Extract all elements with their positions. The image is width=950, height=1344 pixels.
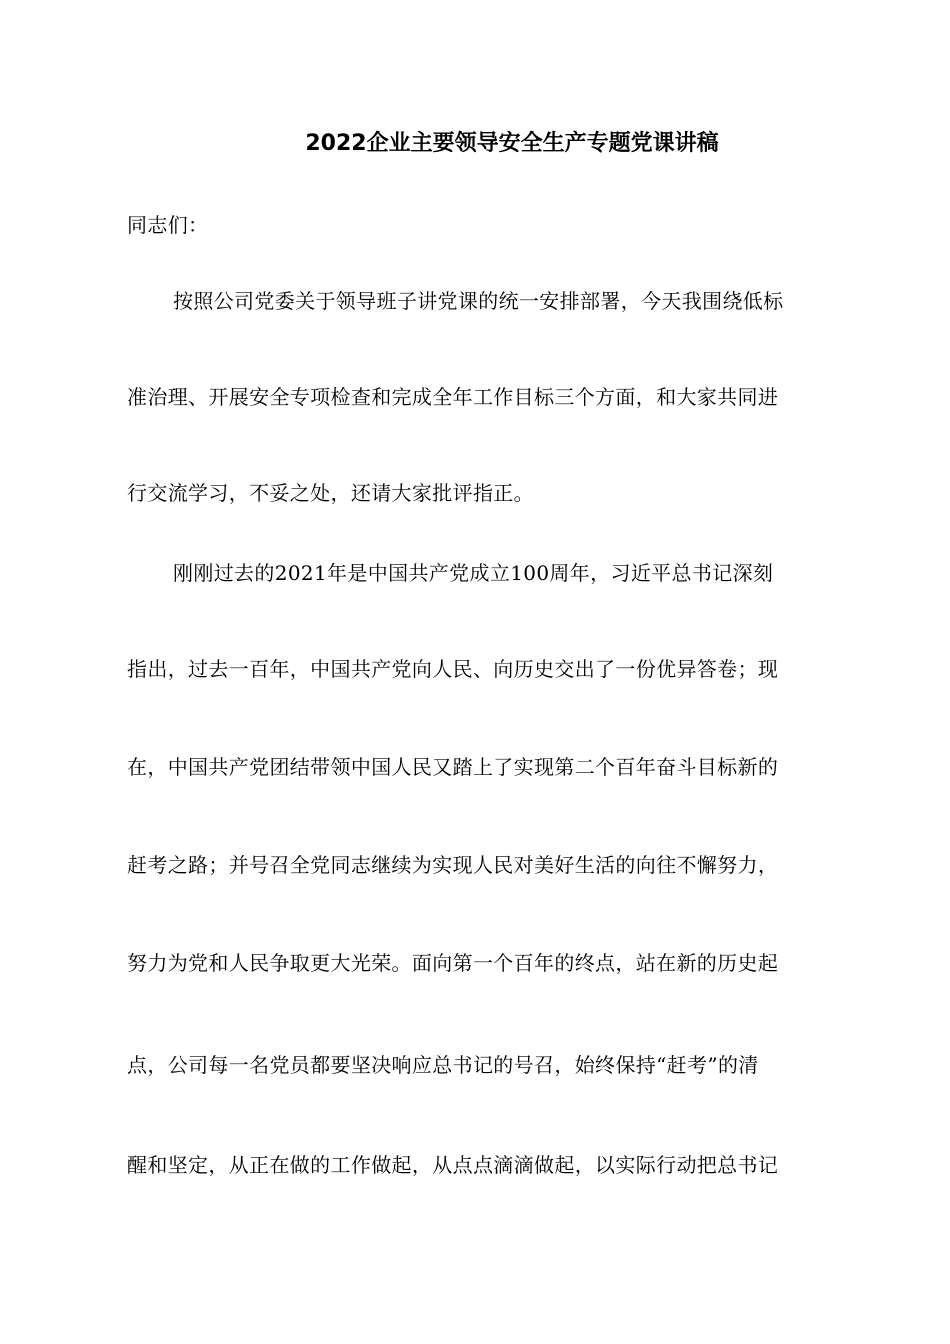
paragraph-1-line-3: 行交流学习，不妥之处，还请大家批评指正。 (127, 481, 534, 505)
paragraph-2-line-3: 在，中国共产党团结带领中国人民又踏上了实现第二个百年奋斗目标新的 (127, 755, 779, 779)
salutation: 同志们： (127, 213, 209, 237)
paragraph-2-line-4: 赶考之路；并号召全党同志继续为实现人民对美好生活的向往不懈努力， (127, 853, 779, 877)
paragraph-2-line-2: 指出，过去一百年，中国共产党向人民、向历史交出了一份优异答卷；现 (127, 657, 779, 681)
paragraph-2-line-1: 刚刚过去的2021年是中国共产党成立100周年，习近平总书记深刻 (173, 561, 774, 585)
paragraph-1-line-1: 按照公司党委关于领导班子讲党课的统一安排部署，今天我围绕低标 (173, 289, 784, 313)
paragraph-1-line-2: 准治理、开展安全专项检查和完成全年工作目标三个方面，和大家共同进 (127, 385, 779, 409)
paragraph-2-line-5: 努力为党和人民争取更大光荣。面向第一个百年的终点，站在新的历史起 (127, 951, 779, 975)
document-title: 2022企业主要领导安全生产专题党课讲稿 (305, 131, 719, 156)
paragraph-2-line-6: 点，公司每一名党员都要坚决响应总书记的号召，始终保持“赶考”的清 (127, 1053, 759, 1077)
paragraph-2-line-7: 醒和坚定，从正在做的工作做起，从点点滴滴做起，以实际行动把总书记 (127, 1153, 779, 1177)
